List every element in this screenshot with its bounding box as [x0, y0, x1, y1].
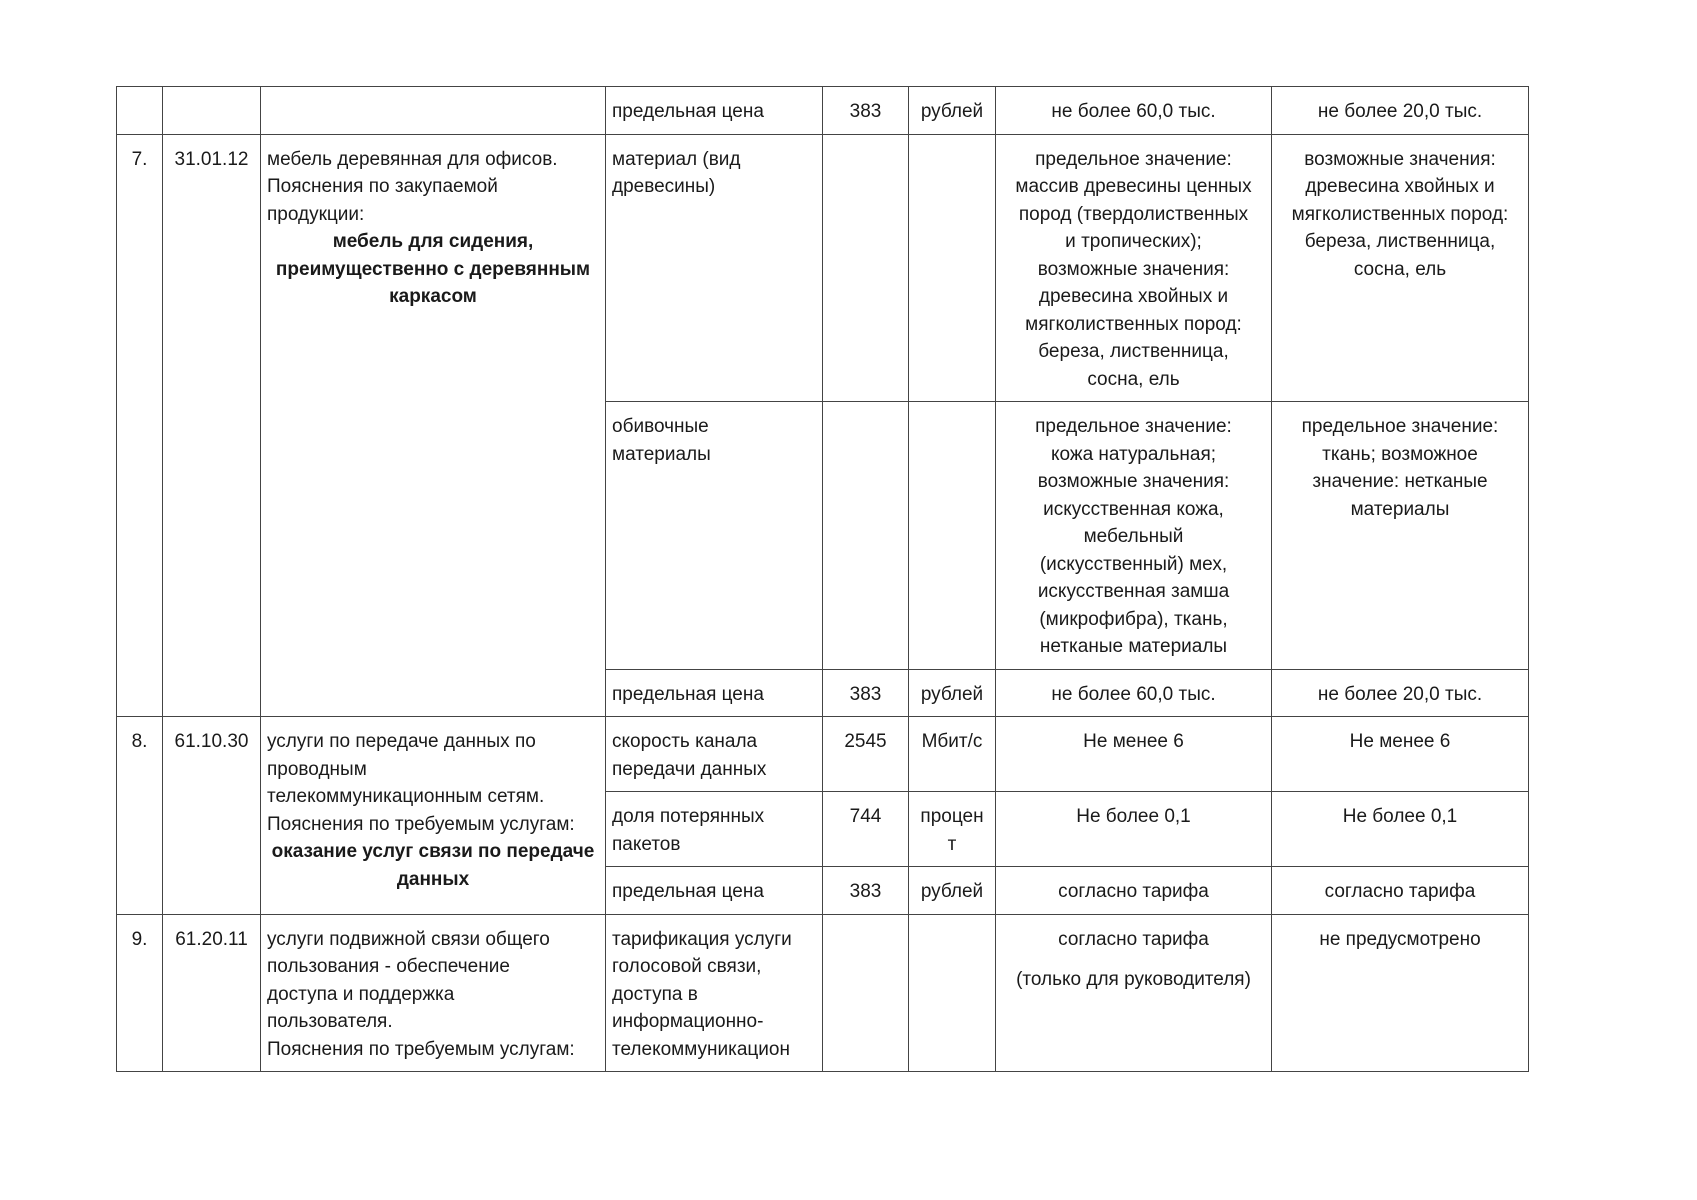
property-label: предельная цена [606, 669, 823, 717]
value-category-1: согласно тарифа [996, 867, 1272, 915]
okei-code [823, 134, 909, 402]
okei-code: 2545 [823, 717, 909, 792]
table-row [117, 717, 1529, 792]
value-category-1: Не менее 6 [996, 717, 1272, 792]
okpd-code: 61.20.11 [163, 914, 261, 1072]
unit: рублей [909, 669, 996, 717]
okei-code: 383 [823, 669, 909, 717]
okei-code: 383 [823, 867, 909, 915]
value-category-1: предельное значение: кожа натуральная; возможные значения: искусственная кожа, мебельный (искусственный) мех, искусственная замша (микрофибра), ткань, нетканые материалы [996, 402, 1272, 670]
okei-code: 383 [823, 87, 909, 135]
value-category-2: предельное значение: ткань; возможное значение: нетканые материалы [1272, 402, 1529, 670]
property-label: обивочные материалы [606, 402, 823, 670]
okpd-code: 31.01.12 [163, 134, 261, 717]
value-category-2: не более 20,0 тыс. [1272, 87, 1529, 135]
product-name: услуги по передаче данных по проводным телекоммуникационным сетям. Пояснения по требуемым услугам: оказание услуг связи по передаче данных [261, 717, 606, 915]
table-row [117, 87, 1529, 135]
product-name: услуги подвижной связи общего пользования - обеспечение доступа и поддержка пользователя. Пояснения по требуемым услугам: [261, 914, 606, 1072]
unit: Мбит/с [909, 717, 996, 792]
property-label: предельная цена [606, 87, 823, 135]
row-number [117, 87, 163, 135]
row-number: 8. [117, 717, 163, 915]
property-label: предельная цена [606, 867, 823, 915]
value-category-2: не предусмотрено [1272, 914, 1529, 1072]
unit: процен т [909, 792, 996, 867]
value-category-2: возможные значения: древесина хвойных и мягколиственных пород: береза, лиственница, сосна, ель [1272, 134, 1529, 402]
unit: рублей [909, 867, 996, 915]
unit [909, 402, 996, 670]
value-category-2: не более 20,0 тыс. [1272, 669, 1529, 717]
product-name: мебель деревянная для офисов. Пояснения по закупаемой продукции: мебель для сидения, преимущественно с деревянным каркасом [261, 134, 606, 717]
value-category-1: не более 60,0 тыс. [996, 87, 1272, 135]
value-category-1: согласно тарифа (только для руководителя) [996, 914, 1272, 1072]
unit: рублей [909, 87, 996, 135]
row-number: 9. [117, 914, 163, 1072]
value-category-1: предельное значение: массив древесины ценных пород (твердолиственных и тропических); возможные значения: древесина хвойных и мягколиственных пород: береза, лиственница, сосна, ель [996, 134, 1272, 402]
unit [909, 914, 996, 1072]
property-label: материал (вид древесины) [606, 134, 823, 402]
value-category-2: согласно тарифа [1272, 867, 1529, 915]
okpd-code [163, 87, 261, 135]
property-label: скорость канала передачи данных [606, 717, 823, 792]
row-number: 7. [117, 134, 163, 717]
value-category-2: Не менее 6 [1272, 717, 1529, 792]
product-name [261, 87, 606, 135]
property-label: доля потерянных пакетов [606, 792, 823, 867]
unit [909, 134, 996, 402]
value-category-1: Не более 0,1 [996, 792, 1272, 867]
requirements-table [116, 86, 1529, 1072]
okei-code [823, 914, 909, 1072]
okei-code [823, 402, 909, 670]
table-row [117, 914, 1529, 1072]
value-category-2: Не более 0,1 [1272, 792, 1529, 867]
table-row [117, 134, 1529, 402]
value-category-1: не более 60,0 тыс. [996, 669, 1272, 717]
property-label: тарификация услуги голосовой связи, доступа в информационно- телекоммуникацион [606, 914, 823, 1072]
okpd-code: 61.10.30 [163, 717, 261, 915]
okei-code: 744 [823, 792, 909, 867]
